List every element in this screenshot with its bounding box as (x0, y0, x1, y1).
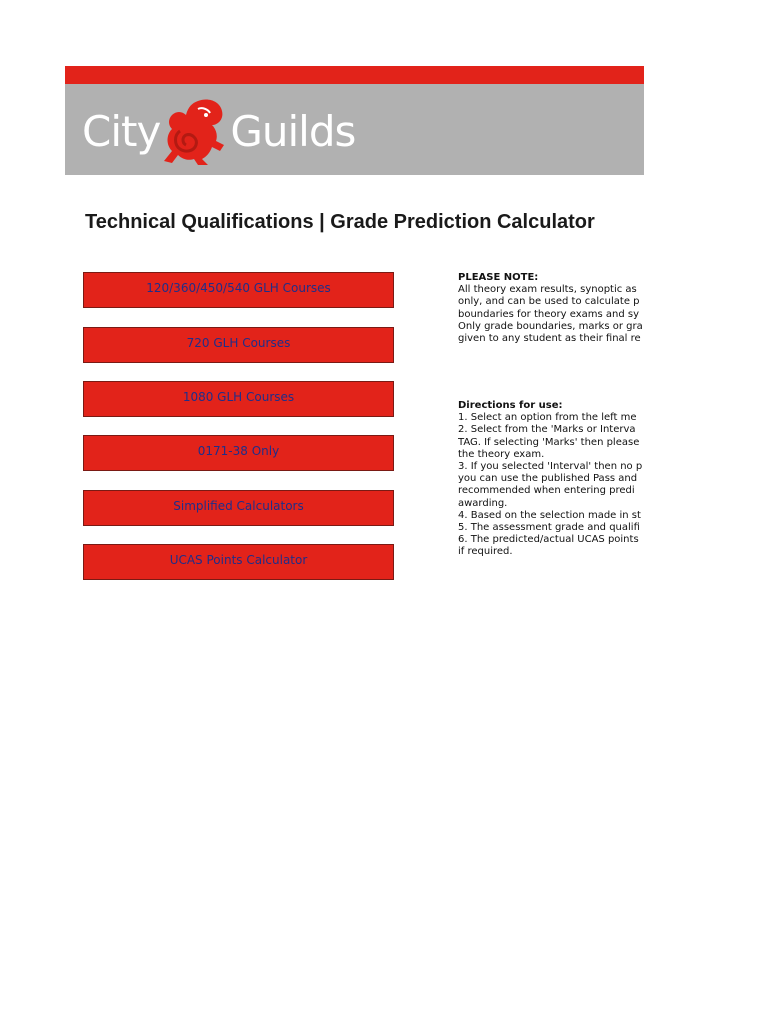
directions-heading: Directions for use: (458, 400, 563, 411)
please-note-line: Only grade boundaries, marks or gra (458, 320, 643, 332)
header-red-strip (65, 66, 644, 84)
directions-line: 5. The assessment grade and qualifi (458, 522, 640, 534)
directions-line: 1. Select an option from the left me (458, 412, 637, 424)
menu-button-label: 1080 GLH Courses (182, 390, 295, 404)
directions-line: 2. Select from the 'Marks or Interva (458, 424, 636, 436)
page-title: Technical Qualifications | Grade Prediction Calculator (85, 211, 595, 233)
directions-line: if required. (458, 546, 513, 558)
menu-button-0171-38-only[interactable] (83, 435, 394, 471)
please-note-panel (458, 272, 644, 345)
please-note-line: boundaries for theory exams and sy (458, 308, 639, 320)
city-and-guilds-logo (82, 95, 355, 167)
directions-line: 3. If you selected 'Interval' then no p (458, 461, 643, 473)
logo-text-left: City (82, 106, 161, 156)
directions-line: 6. The predicted/actual UCAS points (458, 534, 639, 546)
directions-line: you can use the published Pass and (458, 473, 638, 485)
menu-button-label: UCAS Points Calculator (169, 553, 308, 567)
menu-button-label: Simplified Calculators (173, 499, 304, 513)
lion-ampersand-icon (158, 95, 232, 167)
menu-button-label: 120/360/450/540 GLH Courses (146, 281, 331, 295)
menu-button-120-360-450-540-glh[interactable] (83, 272, 394, 308)
directions-panel (458, 400, 644, 559)
menu-button-720-glh[interactable] (83, 327, 394, 363)
please-note-line: only, and can be used to calculate p (458, 296, 640, 308)
menu-button-ucas-points-calculator[interactable] (83, 544, 394, 580)
directions-line: recommended when entering predi (458, 485, 635, 497)
please-note-heading: PLEASE NOTE: (458, 272, 539, 283)
directions-line: awarding. (458, 497, 508, 509)
menu-button-1080-glh[interactable] (83, 381, 394, 417)
menu-button-label: 720 GLH Courses (186, 336, 291, 350)
directions-line: the theory exam. (458, 448, 545, 460)
directions-line: 4. Based on the selection made in st (458, 509, 641, 521)
menu-button-simplified-calculators[interactable] (83, 490, 394, 526)
logo-text-right: Guilds (230, 106, 356, 156)
directions-line: TAG. If selecting 'Marks' then please (458, 436, 640, 448)
menu-button-label: 0171-38 Only (197, 444, 280, 458)
please-note-line: given to any student as their final re (458, 333, 641, 345)
please-note-line: All theory exam results, synoptic as (458, 284, 637, 296)
